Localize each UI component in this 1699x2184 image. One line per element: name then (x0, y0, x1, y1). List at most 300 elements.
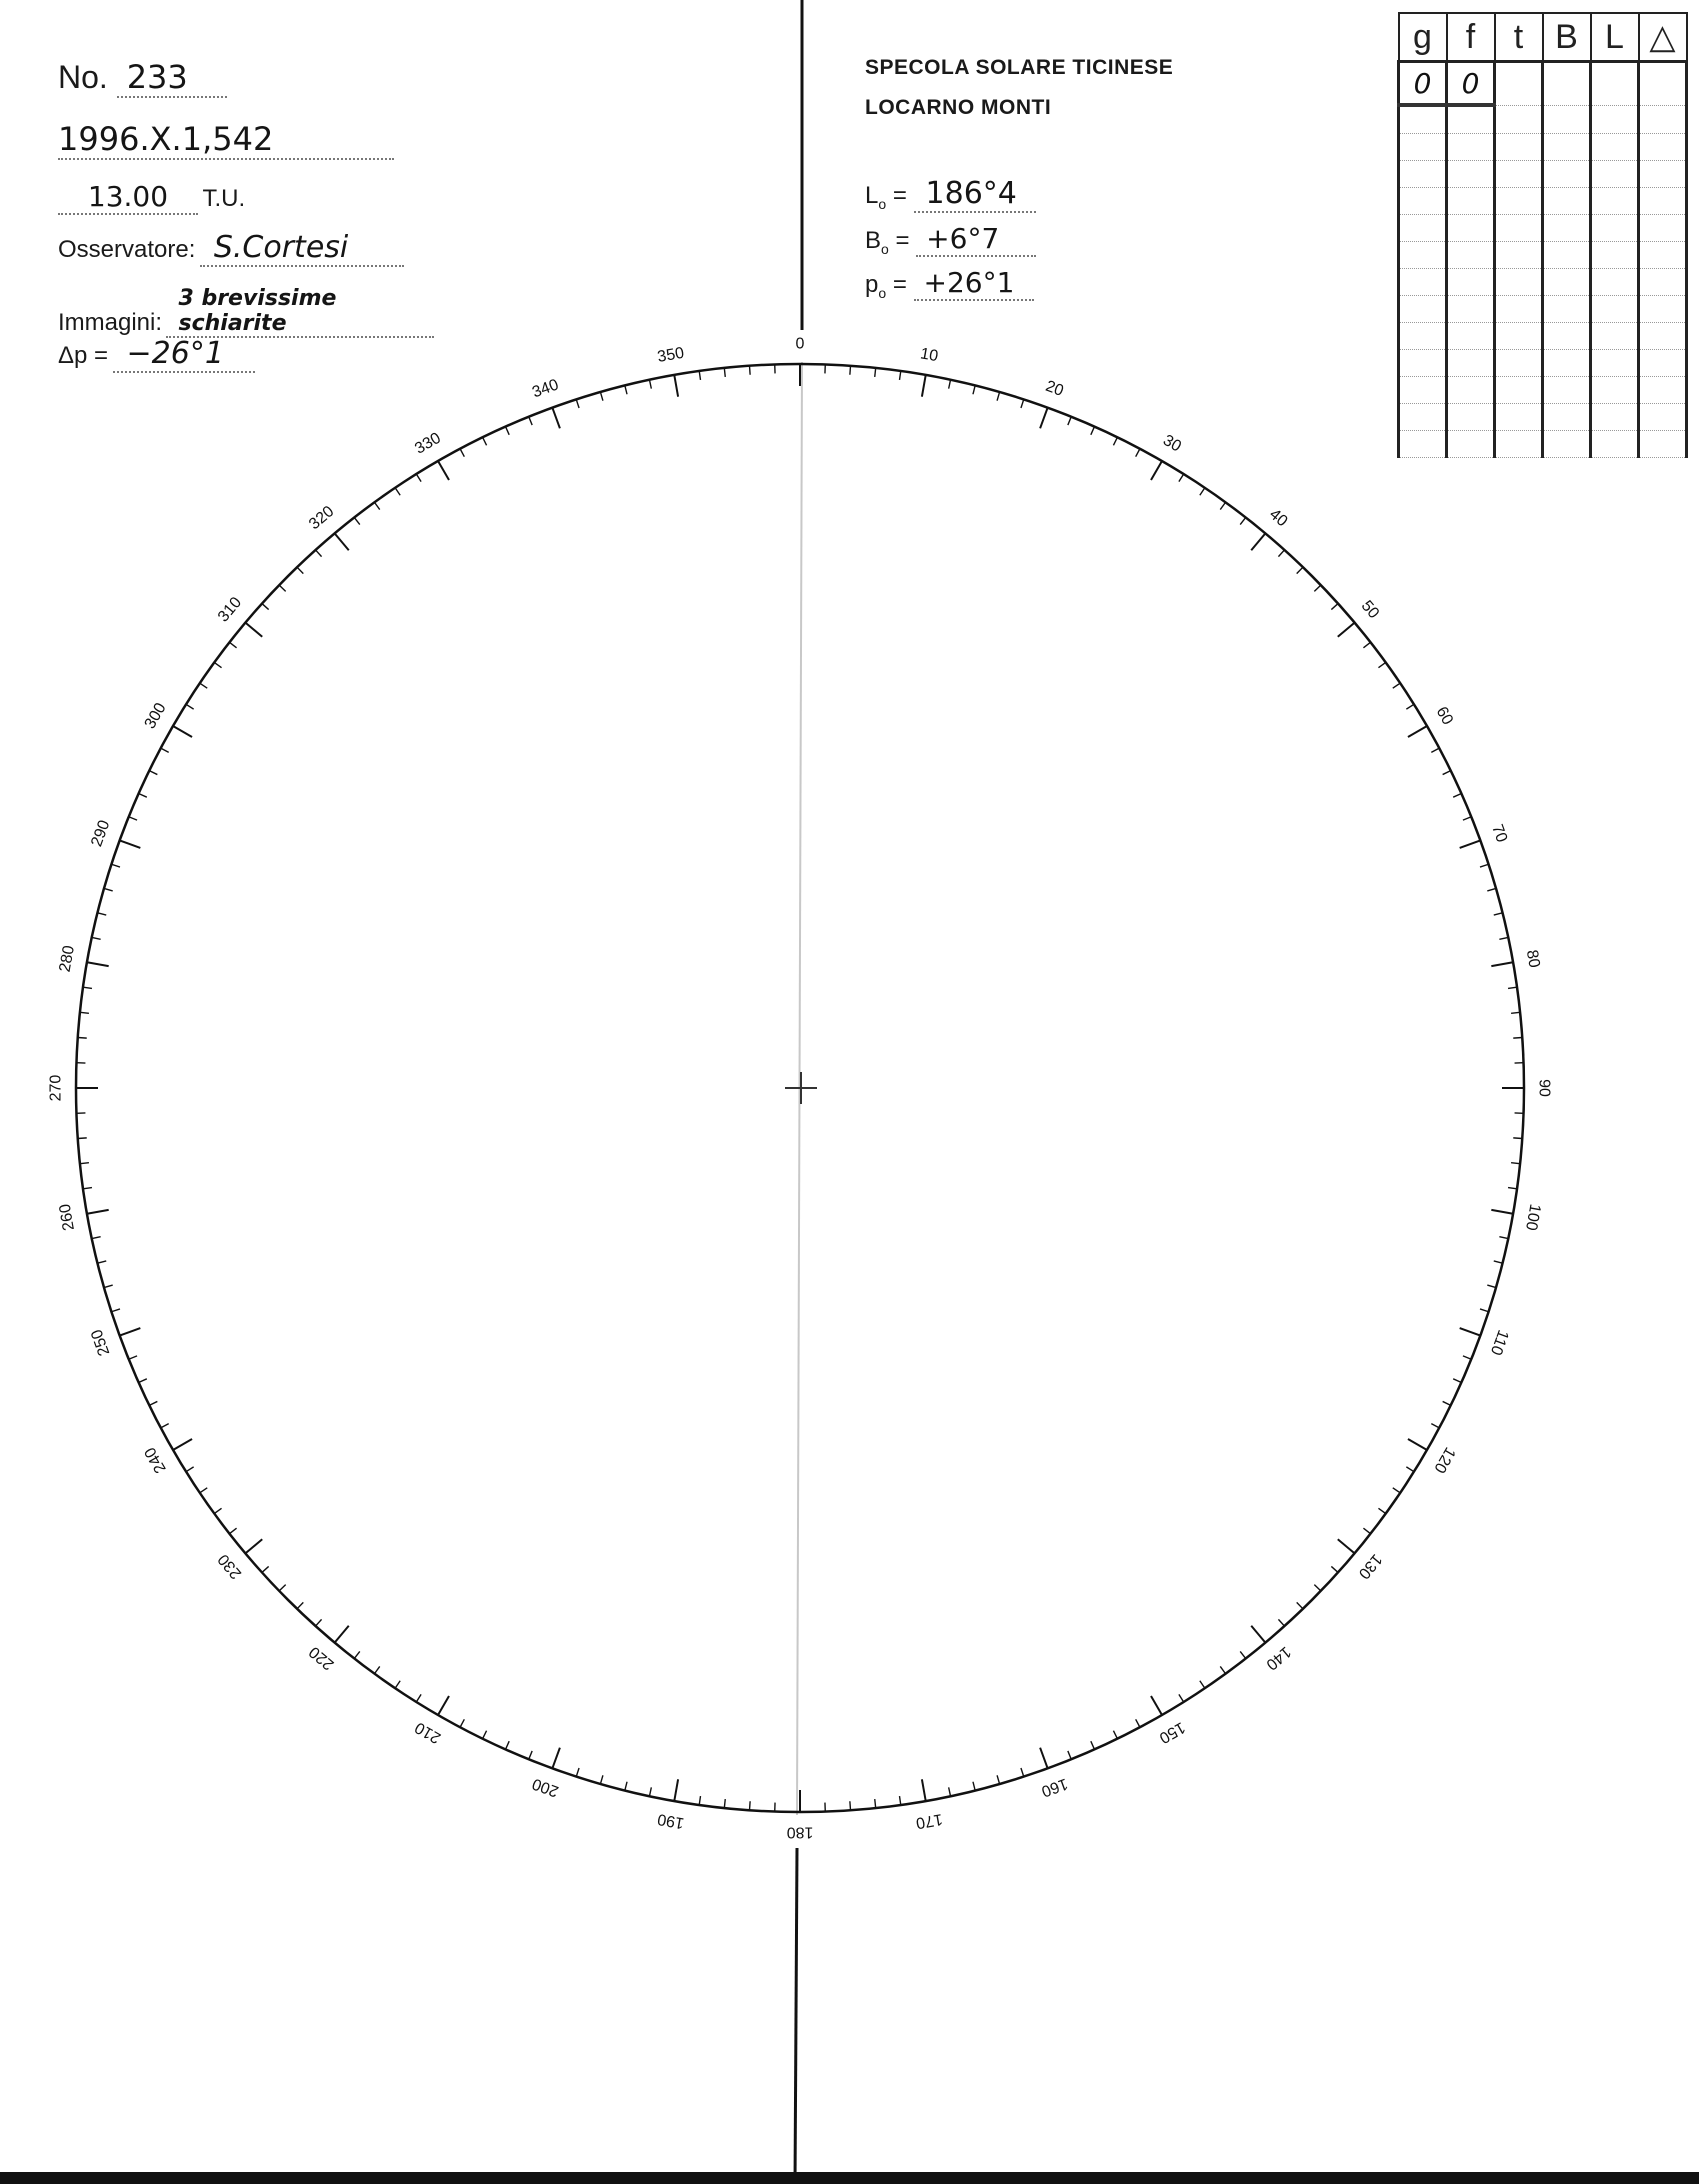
degree-label: 180 (786, 1823, 814, 1841)
delta-p-field (58, 336, 255, 373)
table-cell (1639, 377, 1687, 404)
degree-label: 290 (88, 818, 114, 849)
table-cell (1399, 377, 1447, 404)
table-cell (1399, 431, 1447, 458)
table-cell (1399, 242, 1447, 269)
table-cell (1495, 431, 1543, 458)
table-cell (1543, 134, 1591, 161)
degree-tick (699, 371, 700, 380)
degree-tick (922, 375, 926, 397)
degree-tick (900, 1796, 901, 1805)
observer-field (58, 230, 404, 267)
degree-tick (1408, 726, 1427, 737)
table-cell (1543, 350, 1591, 377)
degree-label: 50 (1357, 597, 1383, 623)
degree-tick (1314, 1585, 1320, 1591)
table-cell (1639, 215, 1687, 242)
degree-label: 120 (1430, 1444, 1459, 1476)
degree-label: 260 (56, 1202, 78, 1232)
degree-tick (1278, 1619, 1284, 1626)
degree-tick (83, 1188, 92, 1189)
degree-tick (438, 461, 449, 480)
degree-label: 70 (1488, 822, 1511, 845)
degree-tick (173, 1439, 192, 1450)
degree-tick (1091, 427, 1095, 435)
degree-tick (1151, 461, 1162, 480)
degree-label: 330 (412, 429, 444, 458)
table-cell (1591, 269, 1639, 296)
degree-tick (1338, 1539, 1355, 1553)
degree-label: 90 (1535, 1079, 1553, 1097)
degree-tick (1091, 1741, 1095, 1749)
date-value: 1996.X.1,542 (58, 120, 274, 158)
record-number-label: No. (58, 59, 108, 95)
ephemeris-p: $p_o = +26^\circ 1$ (865, 266, 1034, 301)
degree-tick (149, 1401, 157, 1405)
degree-label: 170 (914, 1810, 944, 1832)
degree-tick (262, 604, 269, 610)
table-cell (1495, 161, 1543, 188)
table-cell (1495, 404, 1543, 431)
table-row (1399, 161, 1687, 188)
degree-label: 200 (530, 1774, 561, 1800)
degree-tick (1491, 962, 1513, 966)
degree-label: 350 (656, 344, 686, 366)
degree-tick (186, 1467, 194, 1472)
degree-tick (674, 1779, 678, 1801)
table-cell (1639, 431, 1687, 458)
degree-tick (139, 1379, 147, 1383)
degree-tick (279, 1585, 285, 1591)
degree-tick (139, 794, 147, 798)
degree-tick (1406, 1467, 1414, 1472)
table-cell (1591, 62, 1639, 106)
degree-tick (438, 1696, 449, 1715)
degree-tick (1240, 517, 1246, 524)
table-cell (1543, 62, 1591, 106)
table-cell (1639, 242, 1687, 269)
table-cell (1399, 161, 1447, 188)
table-cell (1495, 242, 1543, 269)
table-cell (1495, 215, 1543, 242)
degree-tick (335, 533, 349, 550)
table-cell (1495, 377, 1543, 404)
observer-value: S.Cortesi (200, 230, 404, 267)
table-cell (1591, 134, 1639, 161)
degree-tick (1378, 662, 1385, 667)
degree-tick (1363, 1528, 1370, 1534)
degree-tick (1463, 817, 1471, 820)
degree-tick (949, 380, 951, 389)
degree-tick (460, 449, 464, 457)
ephemeris-p-value: +26°1 (914, 266, 1034, 301)
degree-tick (1040, 1748, 1048, 1769)
degree-tick (1278, 550, 1284, 557)
table-cell (1639, 269, 1687, 296)
table-row (1399, 188, 1687, 215)
table-cell (1447, 242, 1495, 269)
degree-tick (1363, 642, 1370, 648)
degree-tick (973, 386, 975, 395)
table-cell (1591, 161, 1639, 188)
axis-layer (785, 0, 817, 2184)
degree-tick (749, 366, 750, 375)
degree-label: 80 (1522, 948, 1543, 970)
degree-tick (529, 417, 532, 425)
table-cell (1447, 404, 1495, 431)
degree-tick (1068, 1751, 1071, 1759)
degree-tick (997, 392, 999, 401)
degree-label: 100 (1522, 1202, 1544, 1232)
degree-tick (1314, 585, 1320, 591)
degree-tick (1460, 840, 1481, 848)
table-cell (1543, 242, 1591, 269)
degree-tick (214, 1508, 221, 1513)
table-cell (1399, 350, 1447, 377)
degree-label: 150 (1156, 1718, 1188, 1747)
table-row (1399, 242, 1687, 269)
degree-tick (1513, 1037, 1522, 1038)
table-cell (1399, 105, 1447, 134)
degree-tick (460, 1719, 464, 1727)
time-field (58, 180, 298, 214)
table-cell (1639, 134, 1687, 161)
degree-tick (416, 1694, 421, 1702)
degree-tick (1508, 987, 1517, 988)
table-cell (1447, 323, 1495, 350)
table-row (1399, 431, 1687, 458)
table-cell (1447, 161, 1495, 188)
degree-tick (1251, 1626, 1265, 1643)
degree-label: 320 (306, 502, 338, 534)
time-value: 13.00 (58, 180, 198, 215)
degree-tick (354, 1651, 360, 1658)
degree-tick (104, 1285, 113, 1287)
degree-tick (1297, 567, 1303, 573)
table-cell (1591, 404, 1639, 431)
table-cell (1591, 215, 1639, 242)
table-cell (1399, 269, 1447, 296)
observatory-location: LOCARNO MONTI (865, 96, 1052, 119)
degree-tick (120, 1328, 141, 1336)
table-cell (1543, 188, 1591, 215)
degree-tick (529, 1751, 532, 1759)
degree-label: 210 (412, 1718, 444, 1747)
table-cell (1495, 188, 1543, 215)
degree-tick (576, 399, 579, 408)
degree-label: 60 (1432, 704, 1457, 728)
degree-tick (1480, 864, 1489, 867)
table-cell (1447, 431, 1495, 458)
table-cell (1399, 188, 1447, 215)
table-cell (1399, 323, 1447, 350)
degree-tick (1200, 488, 1205, 495)
col-B: B (1543, 13, 1591, 62)
table-cell (1543, 215, 1591, 242)
table-cell (1639, 404, 1687, 431)
table-cell: 0 (1399, 62, 1447, 106)
degree-tick (92, 937, 101, 939)
table-cell (1543, 377, 1591, 404)
table-cell (1639, 323, 1687, 350)
degree-tick (1494, 913, 1503, 915)
degree-tick (1463, 1356, 1471, 1359)
table-cell (1639, 105, 1687, 134)
table-cell (1543, 296, 1591, 323)
table-row (1399, 323, 1687, 350)
table-cell (1543, 323, 1591, 350)
degree-tick (1113, 437, 1117, 445)
degree-tick (1453, 1379, 1461, 1383)
degree-label: 140 (1262, 1642, 1294, 1674)
degree-tick (749, 1801, 750, 1810)
degree-tick (1136, 1719, 1140, 1727)
group-table-header (1399, 13, 1687, 62)
degree-tick (922, 1779, 926, 1801)
degree-tick (186, 704, 194, 709)
col-L: L (1591, 13, 1639, 62)
degree-tick (262, 1566, 269, 1572)
table-row (1399, 134, 1687, 161)
degree-tick (1021, 1768, 1024, 1777)
ephemeris-L-value: 186°4 (914, 176, 1036, 213)
table-cell (1399, 404, 1447, 431)
degree-tick (724, 368, 725, 377)
table-cell (1639, 188, 1687, 215)
degree-tick (1511, 1163, 1520, 1164)
degree-tick (1511, 1012, 1520, 1013)
degree-tick (1220, 502, 1225, 509)
table-cell (1495, 269, 1543, 296)
degree-tick (1240, 1651, 1246, 1658)
degree-tick (129, 817, 137, 820)
degree-tick (173, 726, 192, 737)
degree-tick (161, 1424, 169, 1428)
degree-tick (1499, 937, 1508, 939)
table-cell (1591, 188, 1639, 215)
table-cell (1399, 134, 1447, 161)
table-cell (1639, 62, 1687, 106)
degree-tick (87, 1210, 109, 1214)
degree-label: 310 (214, 594, 246, 626)
table-row (1399, 296, 1687, 323)
ephemeris-L: $L_o = 186^\circ 4$ (865, 176, 1036, 213)
degree-tick (1491, 1210, 1513, 1214)
degree-tick (1151, 1696, 1162, 1715)
degree-tick (98, 1261, 107, 1263)
degree-tick (1443, 1401, 1451, 1405)
degree-tick (649, 1787, 651, 1796)
degree-tick (78, 1037, 87, 1038)
degree-tick (111, 1309, 120, 1312)
images-label: Immagini: (58, 309, 163, 336)
degree-tick (1499, 1237, 1508, 1239)
table-cell: 0 (1447, 62, 1495, 106)
ephemeris-L-label: L (865, 182, 879, 209)
degree-tick (229, 642, 236, 648)
degree-tick (1040, 408, 1048, 429)
table-cell (1591, 105, 1639, 134)
table-cell (1591, 242, 1639, 269)
ephemeris-B-value: +6°7 (916, 222, 1036, 257)
degree-tick (1487, 1285, 1496, 1287)
degree-label: 300 (141, 700, 170, 732)
degree-tick (297, 567, 303, 573)
degree-tick (600, 1775, 602, 1784)
degree-label: 220 (306, 1642, 338, 1674)
degree-tick (111, 864, 120, 867)
degree-tick (1331, 604, 1338, 610)
table-cell (1543, 431, 1591, 458)
degree-tick (214, 662, 221, 667)
table-cell (1495, 134, 1543, 161)
degree-tick (78, 1138, 87, 1139)
degree-tick (335, 1626, 349, 1643)
degree-label: 240 (141, 1444, 170, 1476)
table-cell (1591, 377, 1639, 404)
degree-tick (92, 1237, 101, 1239)
degree-tick (724, 1799, 725, 1808)
degree-tick (1297, 1602, 1303, 1608)
degree-tick (1251, 533, 1265, 550)
table-row (1399, 404, 1687, 431)
col-g: g (1399, 13, 1447, 62)
table-cell (1543, 404, 1591, 431)
degree-tick (1480, 1309, 1489, 1312)
degree-tick (483, 437, 487, 445)
time-unit: T.U. (202, 185, 246, 212)
degree-tick (649, 380, 651, 389)
degree-tick (900, 371, 901, 380)
degree-tick (699, 1796, 700, 1805)
degree-tick (297, 1602, 303, 1608)
table-row (1399, 269, 1687, 296)
degree-tick (674, 375, 678, 397)
table-cell (1447, 134, 1495, 161)
degree-tick (416, 474, 421, 482)
degree-tick (1513, 1138, 1522, 1139)
table-cell (1447, 105, 1495, 134)
images-field (58, 286, 434, 338)
table-row (1399, 105, 1687, 134)
degree-tick (1136, 449, 1140, 457)
col-delta: △ (1639, 13, 1687, 62)
degree-tick (161, 748, 169, 752)
degree-tick (80, 1012, 89, 1013)
degree-tick (1393, 683, 1400, 688)
degree-tick (87, 962, 109, 966)
table-cell (1447, 350, 1495, 377)
degree-tick (229, 1528, 236, 1534)
table-cell (1639, 296, 1687, 323)
degree-label: 20 (1043, 377, 1066, 400)
degree-tick (1443, 771, 1451, 775)
table-cell (1543, 161, 1591, 188)
table-cell (1495, 323, 1543, 350)
degree-tick (395, 488, 400, 495)
degree-tick (279, 585, 285, 591)
delta-p-value: −26°1 (113, 336, 255, 373)
degree-tick (1068, 417, 1071, 425)
delta-p-label: Δp = (58, 342, 109, 369)
degree-label: 10 (918, 345, 940, 366)
degree-tick (483, 1731, 487, 1739)
col-t: t (1495, 13, 1543, 62)
degree-label: 40 (1265, 505, 1291, 531)
degree-tick (83, 987, 92, 988)
degree-tick (374, 1666, 379, 1673)
degree-tick (1453, 794, 1461, 798)
degree-tick (1460, 1328, 1481, 1336)
degree-tick (316, 550, 322, 557)
degree-tick (1408, 1439, 1427, 1450)
degree-tick (1113, 1731, 1117, 1739)
degree-tick (850, 366, 851, 375)
observer-label: Osservatore: (58, 236, 196, 263)
degree-label: 0 (795, 335, 805, 353)
table-cell (1447, 296, 1495, 323)
degree-tick (104, 888, 113, 890)
degree-tick (1331, 1566, 1338, 1572)
degree-tick (1021, 399, 1024, 408)
date-field (58, 120, 394, 160)
degree-tick (1338, 623, 1355, 637)
observatory-name: SPECOLA SOLARE TICINESE (865, 56, 1174, 79)
degree-tick (625, 386, 627, 395)
table-cell (1591, 296, 1639, 323)
table-cell (1495, 105, 1543, 134)
degree-tick (1179, 474, 1184, 482)
table-cell (1447, 188, 1495, 215)
degree-tick (850, 1801, 851, 1810)
degree-tick (949, 1787, 951, 1796)
degree-label: 110 (1486, 1327, 1512, 1358)
degree-tick (1494, 1261, 1503, 1263)
degree-tick (1200, 1681, 1205, 1688)
ephemeris-B-label: B (865, 227, 882, 254)
degree-tick (98, 913, 107, 915)
degree-tick (200, 1488, 207, 1493)
group-count-table (1397, 12, 1688, 458)
degree-tick (875, 1799, 876, 1808)
degree-tick (576, 1768, 579, 1777)
degree-label: 230 (214, 1550, 246, 1582)
degree-tick (316, 1619, 322, 1626)
table-cell (1495, 62, 1543, 106)
table-row (1399, 215, 1687, 242)
degree-label: 130 (1354, 1550, 1386, 1582)
table-row (1399, 62, 1687, 106)
table-row (1399, 350, 1687, 377)
degree-label: 160 (1039, 1774, 1070, 1800)
ephemeris-B: $B_o = +6^\circ 7$ (865, 222, 1036, 257)
ephemeris-p-label: p (865, 271, 879, 298)
table-cell (1447, 269, 1495, 296)
degree-tick (600, 392, 602, 401)
table-cell (1591, 431, 1639, 458)
degree-tick (354, 517, 360, 524)
degree-tick (875, 368, 876, 377)
degree-tick (506, 1741, 510, 1749)
table-cell (1591, 323, 1639, 350)
degree-tick (245, 1539, 262, 1553)
degree-tick (200, 683, 207, 688)
table-cell (1639, 161, 1687, 188)
table-cell (1543, 269, 1591, 296)
degree-tick (245, 623, 262, 637)
degree-tick (1378, 1508, 1385, 1513)
bottom-border (0, 2172, 1699, 2184)
